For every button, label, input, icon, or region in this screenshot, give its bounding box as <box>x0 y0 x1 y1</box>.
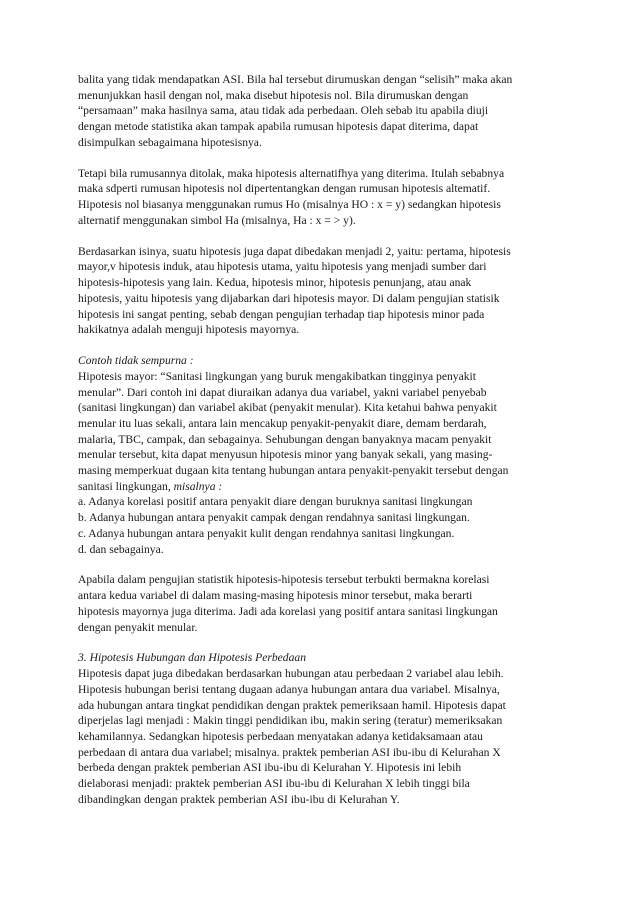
section-heading: 3. Hipotesis Hubungan dan Hipotesis Perbedaan <box>78 651 306 665</box>
paragraph-conclusion <box>78 572 568 635</box>
text-line: Hipotesis dapat juga dibedakan berdasarkan hubungan atau perbedaan 2 variabel alau lebih. <box>78 667 504 681</box>
text-line: ada hubungan antara tingkat pendidikan dengan praktek pemeriksaan hamil. Hipotesis dapat <box>78 698 506 712</box>
list-item: b. Adanya hubungan antara penyakit campak dengan rendahnya sanitasi lingkungan. <box>78 511 470 525</box>
text-segment: sanitasi lingkungan, <box>78 479 174 493</box>
text-line: Apabila dalam pengujian statistik hipotesis-hipotesis tersebut terbukti bermakna korelasi <box>78 573 490 587</box>
list-item: d. dan sebagainya. <box>78 542 164 556</box>
text-segment-italic: misalnya : <box>173 479 223 493</box>
paragraph-alternative-hypothesis <box>78 166 568 229</box>
text-line: malaria, TBC, campak, dan sebagainya. Sehubungan dengan banyaknya macam penyakit <box>78 432 492 446</box>
text-line: menunjukkan hasil dengan nol, maka disebut hipotesis nol. Bila dirumuskan dengan <box>78 88 469 102</box>
text-line: maka sdperti rumusan hipotesis nol dipertentangkan dengan rumusan hipotesis altematif. <box>78 182 491 196</box>
text-line: Berdasarkan isinya, suatu hipotesis juga dapat dibedakan menjadi 2, yaitu: pertama, hipotesis <box>78 244 511 258</box>
text-line: masing memperkuat dugaan kita tentang hubungan antara penyakit-penyakit tersebut dengan <box>78 464 509 478</box>
text-line: kehamilannya. Sedangkan hipotesis perbedaan menyatakan adanya ketidaksamaan atau <box>78 729 483 743</box>
paragraph-major-minor-hypothesis <box>78 244 568 338</box>
text-line: dielaborasi menjadi: praktek pemberian ASI ibu-ibu di Kelurahan X lebih tinggi bila <box>78 777 470 791</box>
text-line: hipotesis mayornya juga diterima. Jadi ada korelasi yang positif antara sanitasi lingkungan <box>78 604 498 618</box>
text-line-mixed <box>78 479 568 495</box>
text-line: “persamaan” maka hasilnya sama, atau tidak ada perbedaan. Oleh sebab itu apabila diuji <box>78 104 489 118</box>
text-line: disimpulkan sebagaimana hipotesisnya. <box>78 135 262 149</box>
paragraph-relation-difference <box>78 650 568 807</box>
document-page <box>78 72 568 823</box>
list-item: c. Adanya hubungan antara penyakit kulit dengan rendahnya sanitasi lingkungan. <box>78 526 455 540</box>
text-line: menular”. Dari contoh ini dapat diuraikan adanya dua variabel, yakni variabel penyebab <box>78 385 487 399</box>
text-line: balita yang tidak mendapatkan ASI. Bila hal tersebut dirumuskan dengan “selisih” maka akan <box>78 73 513 86</box>
text-line: Hipotesis hubungan berisi tentang dugaan adanya hubungan antara dua variabel. Misalnya, <box>78 682 500 696</box>
text-line: Hipotesis mayor: “Sanitasi lingkungan yang buruk mengakibatkan tingginya penyakit <box>78 369 476 383</box>
text-line: diperjelas lagi menjadi : Makin tinggi pendidikan ibu, makin sering (teratur) memeriksakan <box>78 714 503 728</box>
text-line: perbedaan di antara dua variabel; misalnya. praktek pemberian ASI ibu-ibu di Kelurahan X <box>78 745 501 759</box>
text-line: hipotesis-hipotesis yang lain. Kedua, hipotesis minor, hipotesis penunjang, atau anak <box>78 276 472 290</box>
text-line: hakikatnya adalah menguji hipotesis mayornya. <box>78 323 300 337</box>
text-line: dibandingkan dengan praktek pemberian ASI ibu-ibu di Kelurahan Y. <box>78 792 400 806</box>
text-line: menular tersebut, kita dapat menyusun hipotesis minor yang banyak sekali, yang masing- <box>78 448 493 462</box>
text-line: menular itu luas sekali, antara lain mencakup penyakit-penyakit diare, demam berdarah, <box>78 416 487 430</box>
text-line: antara kedua variabel di dalam masing-masing hipotesis minor tersebut, maka berarti <box>78 589 473 603</box>
text-line: Hipotesis nol biasanya menggunakan rumus Ho (misalnya HO : x = y) sedangkan hipotesis <box>78 198 501 212</box>
text-line: berbeda dengan praktek pemberian ASI ibu-ibu di Kelurahan Y. Hipotesis ini lebih <box>78 761 462 775</box>
text-line: mayor,v hipotesis induk, atau hipotesis utama, yaitu hipotesis yang menjadi sumber dari <box>78 260 487 274</box>
text-line: dengan metode statistika akan tampak apabila rumusan hipotesis dapat diterima, dapat <box>78 120 479 134</box>
list-item: a. Adanya korelasi positif antara penyakit diare dengan buruknya sanitasi lingkungan <box>78 495 473 509</box>
example-heading: Contoh tidak sempurna : <box>78 354 194 368</box>
text-line: hipotesis, yaitu hipotesis yang dijabarkan dari hipotesis mayor. Di dalam pengujian statisik <box>78 291 500 305</box>
paragraph-example <box>78 353 568 557</box>
text-line: hipotesis ini sangat penting, sebab dengan pengujian terhadap tiap hipotesis minor pada <box>78 307 485 321</box>
text-line: Tetapi bila rumusannya ditolak, maka hipotesis alternatifhya yang diterima. Itulah sebabnya <box>78 166 505 180</box>
text-line: dengan penyakit menular. <box>78 620 198 634</box>
text-line: alternatif menggunakan simbol Ha (misalnya, Ha : x = > y). <box>78 213 356 227</box>
text-line: (sanitasi lingkungan) dan variabel akibat (penyakit menular). Kita ketahui bahwa penyakit <box>78 401 497 415</box>
paragraph-null-hypothesis <box>78 72 568 151</box>
